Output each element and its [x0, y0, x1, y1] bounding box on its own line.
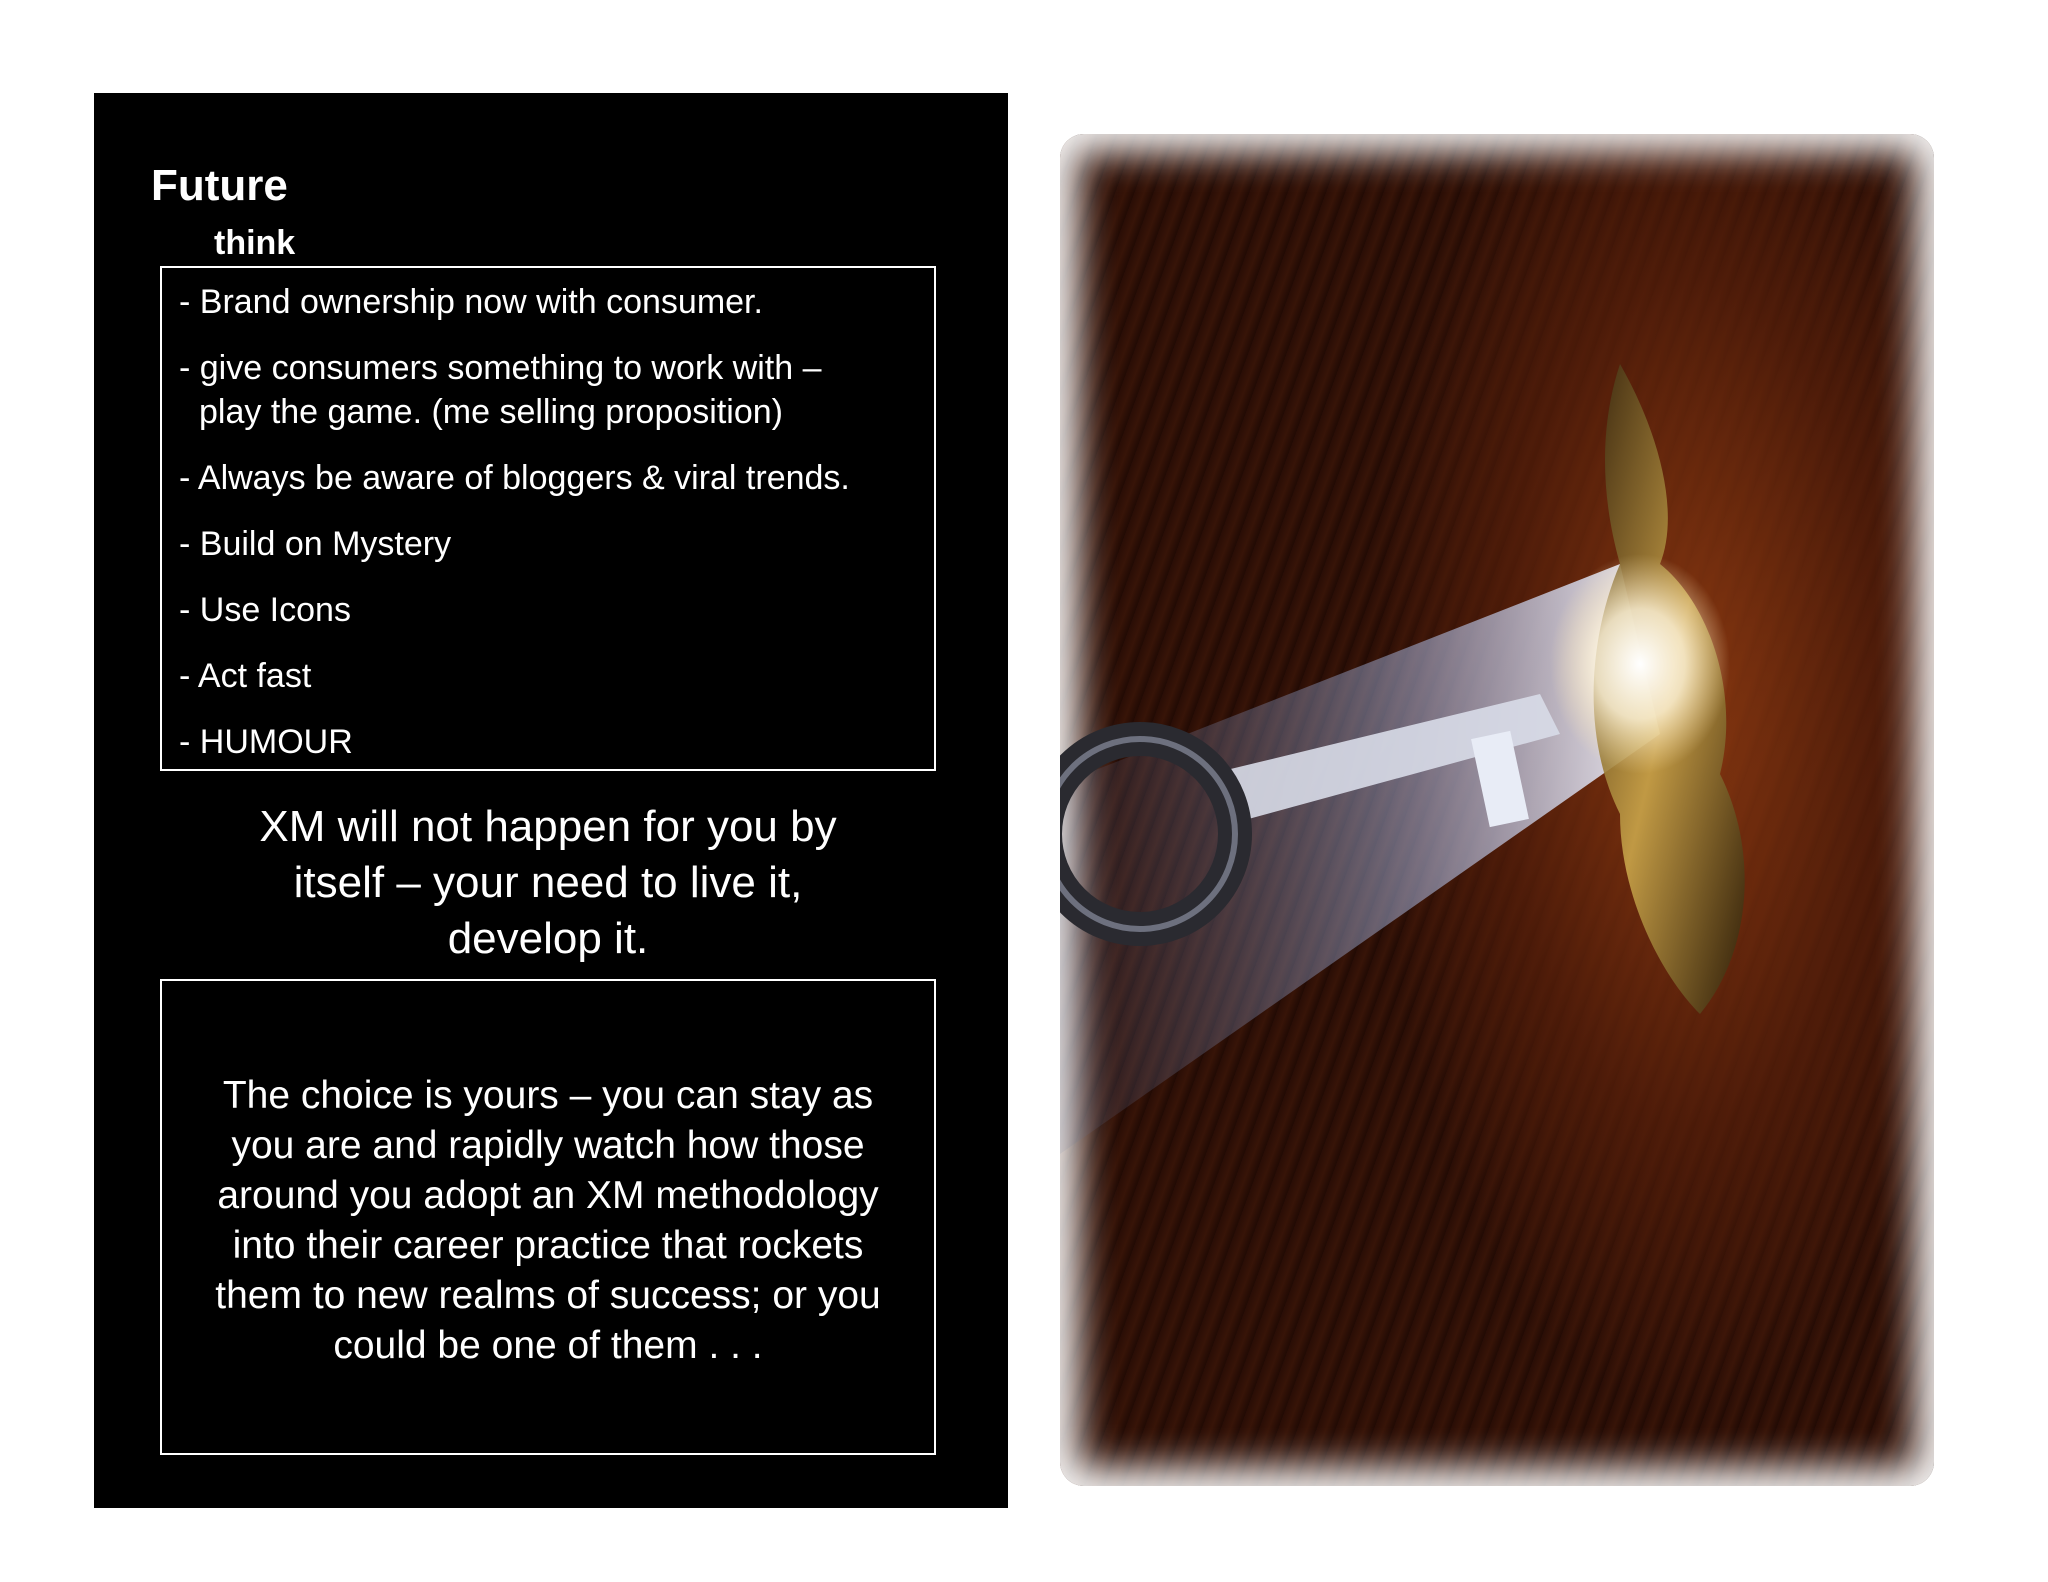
key-lock-photo [1060, 134, 1934, 1486]
list-item: - HUMOUR [179, 723, 353, 761]
list-item: - Act fast [179, 657, 312, 695]
think-list [162, 268, 934, 764]
list-item: - Always be aware of bloggers & viral trends. [179, 459, 850, 497]
list-item: - Build on Mystery [179, 525, 452, 563]
slide-subtitle: think [214, 224, 296, 262]
slide-title: Future [151, 161, 288, 210]
statement-text: XM will not happen for you by itself – your need to live it, develop it. [259, 802, 837, 963]
list-item: - give consumers something to work with – play the game. (me selling proposition) [179, 349, 822, 431]
list-item: - Use Icons [179, 591, 351, 629]
think-box [160, 266, 936, 771]
list-item: - Brand ownership now with consumer. [179, 283, 763, 321]
content-panel [94, 93, 1008, 1508]
choice-text: The choice is yours – you can stay as you are and rapidly watch how those around you adopt an XM methodology into their career practice that rockets them to new realms of success; or you could be one of them . . . [215, 1074, 881, 1367]
key-in-lock-icon [1060, 134, 1934, 1486]
choice-box [160, 979, 936, 1455]
